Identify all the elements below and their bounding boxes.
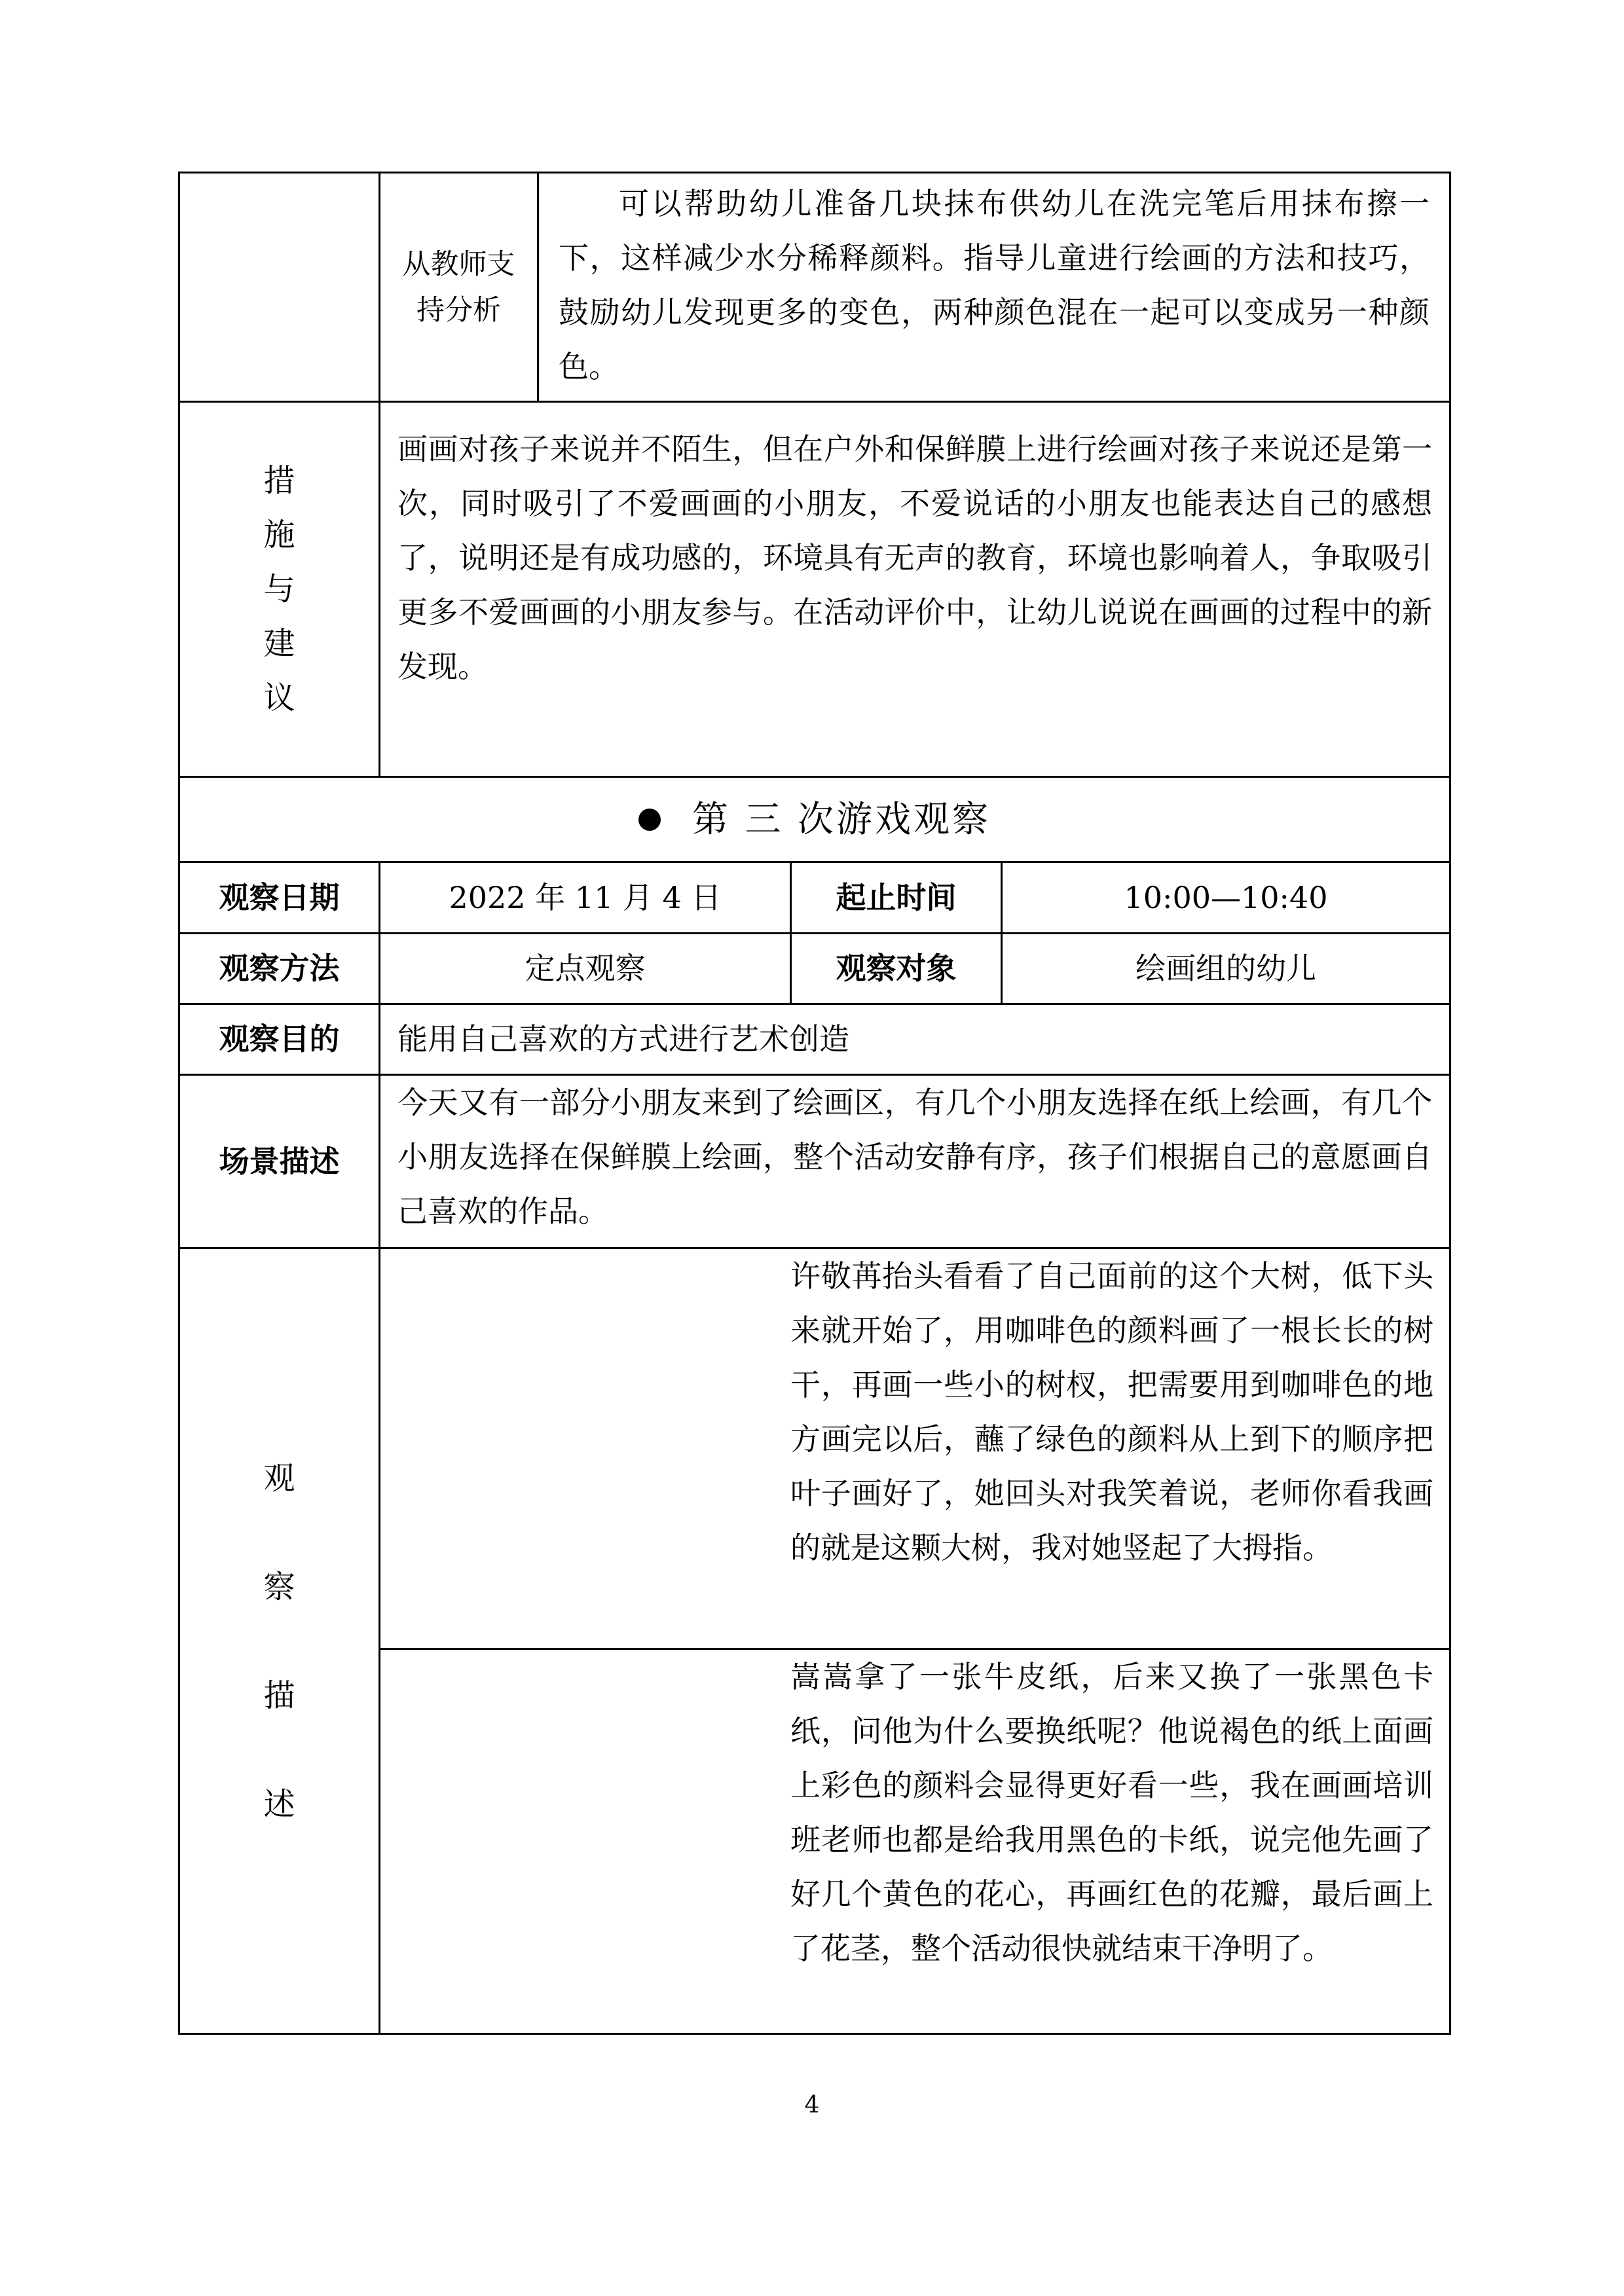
time-value: 10:00—10:40 xyxy=(1124,879,1328,915)
measures-label xyxy=(180,403,378,776)
table-rule xyxy=(178,2033,1451,2035)
measures-label-char: 议 xyxy=(263,679,295,716)
observation-text-2: 嵩嵩拿了一张牛皮纸，后来又换了一张黑色卡纸，问他为什么要换纸呢？他说褐色的纸上面画上彩色的颜料会显得更好看一些，我在画画培训班老师也都是给我用黑色的卡纸，说完他先画了好几个黄色的花心，再画红色的花瓣，最后画上了花茎，整个活动很快就结束干净明了。 xyxy=(790,1659,1433,1966)
measures-label-char: 措 xyxy=(263,462,295,499)
scene-label: 场景描述 xyxy=(219,1143,340,1179)
time-label: 起止时间 xyxy=(836,879,957,915)
bullet-icon xyxy=(638,809,661,831)
measures-label-char: 与 xyxy=(263,570,295,608)
date-label: 观察日期 xyxy=(219,879,340,915)
teacher-support-label: 从教师支持分析 xyxy=(402,247,515,327)
target-value: 绘画组的幼儿 xyxy=(1135,951,1316,986)
scene-text: 今天又有一部分小朋友来到了绘画区，有几个小朋友选择在纸上绘画，有几个小朋友选择在保鲜膜上绘画，整个活动安静有序，孩子们根据自己的意愿画自己喜欢的作品。 xyxy=(397,1085,1432,1229)
page-number: 4 xyxy=(804,2092,820,2119)
teacher-support-text: 可以帮助幼儿准备几块抹布供幼儿在洗完笔后用抹布擦一下，这样减少水分稀释颜料。指导儿童进行绘画的方法和技巧，鼓励幼儿发现更多的变色，两种颜色混在一起可以变成另一种颜色。 xyxy=(559,186,1430,384)
measures-text: 画画对孩子来说并不陌生，但在户外和保鲜膜上进行绘画对孩子来说还是第一次，同时吸引了不爱画画的小朋友，不爱说话的小朋友也能表达自己的感想了，说明还是有成功感的，环境具有无声的教育，环境也影响着人，争取吸引更多不爱画画的小朋友参与。在活动评价中，让幼儿说说在画画的过程中的新发现。 xyxy=(397,431,1432,684)
purpose-label: 观察目的 xyxy=(219,1021,340,1057)
observation-label xyxy=(180,1249,378,2033)
photo-placeholder xyxy=(380,1249,773,1648)
photo-placeholder xyxy=(380,1650,773,2033)
measures-label-char: 建 xyxy=(263,625,295,662)
observation-label-char: 观 xyxy=(263,1459,295,1497)
method-value: 定点观察 xyxy=(525,951,646,986)
target-label: 观察对象 xyxy=(836,951,957,986)
record-table xyxy=(178,172,1451,2035)
section-title-text: 第 三 次游戏观察 xyxy=(692,798,991,840)
observation-label-char: 述 xyxy=(263,1785,295,1823)
observation-label-char: 察 xyxy=(263,1568,295,1605)
date-value: 2022 年 11 月 4 日 xyxy=(449,879,722,915)
method-label: 观察方法 xyxy=(219,951,340,986)
purpose-value: 能用自己喜欢的方式进行艺术创造 xyxy=(397,1021,849,1057)
observation-text-1: 许敬苒抬头看看了自己面前的这个大树，低下头来就开始了，用咖啡色的颜料画了一根长长的树干，再画一些小的树杈，把需要用到咖啡色的地方画完以后，蘸了绿色的颜料从上到下的顺序把叶子画好了，她回头对我笑着说，老师你看我画的就是这颗大树，我对她竖起了大拇指。 xyxy=(790,1258,1433,1565)
observation-label-char: 描 xyxy=(263,1677,295,1714)
section-title xyxy=(180,778,1449,861)
table-rule xyxy=(1449,172,1451,2035)
measures-label-char: 施 xyxy=(263,516,295,553)
